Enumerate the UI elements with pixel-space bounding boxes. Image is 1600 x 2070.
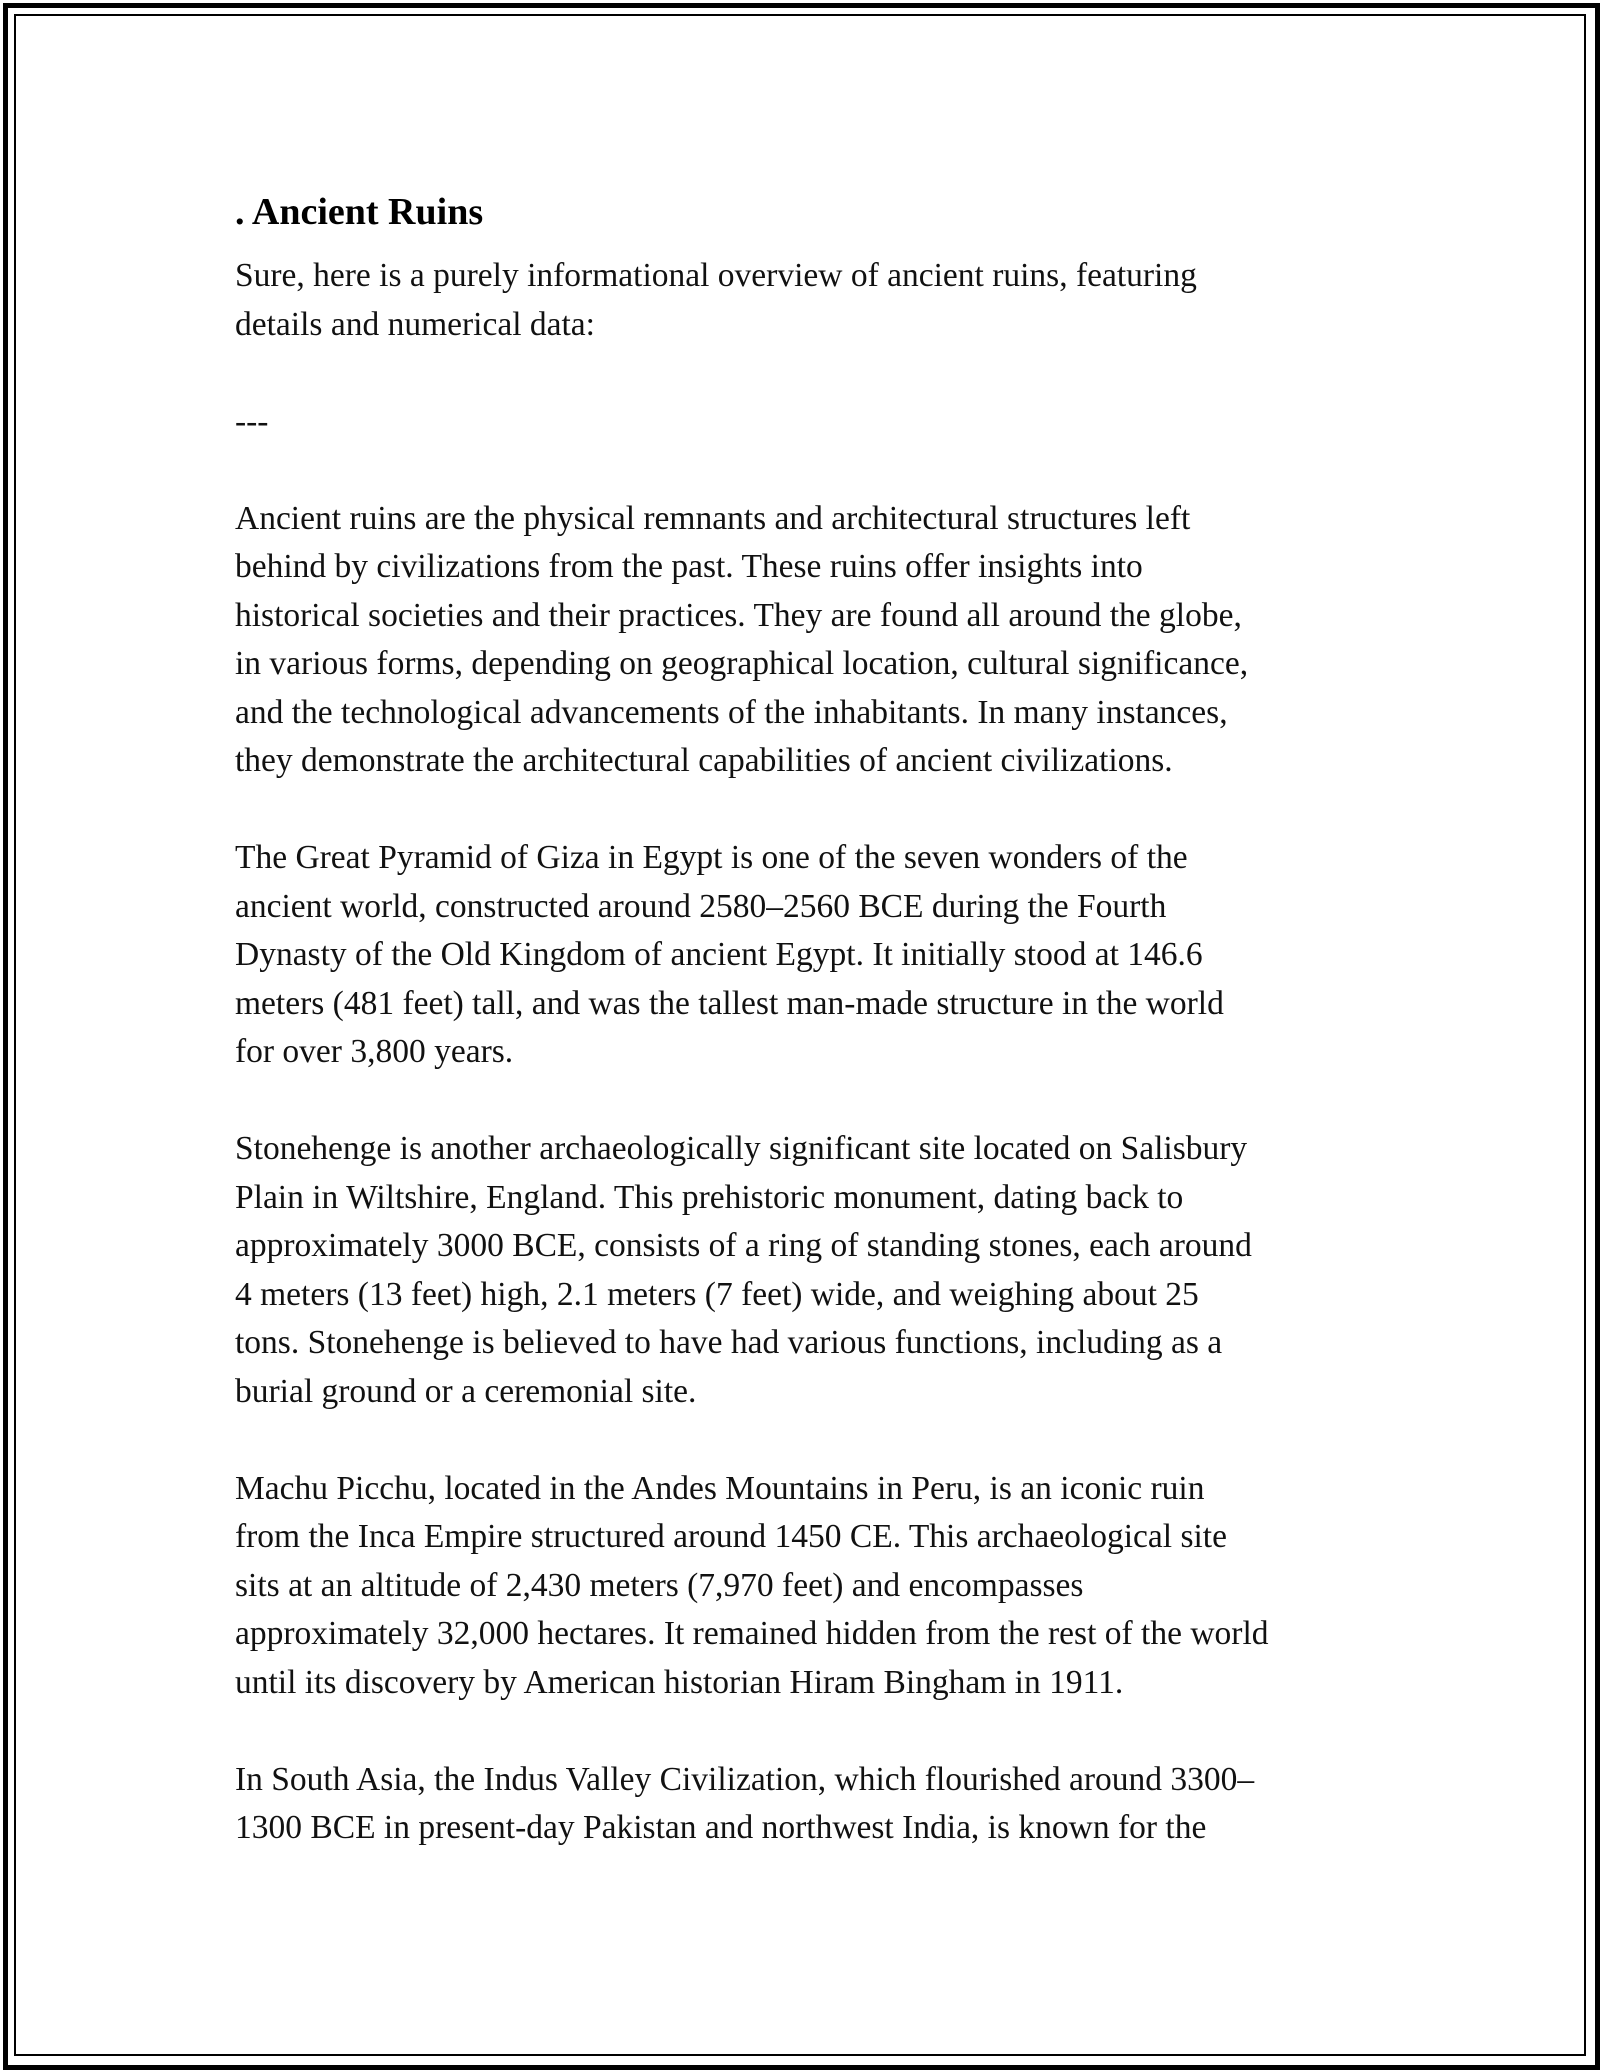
- overview-paragraph: Ancient ruins are the physical remnants and architectural structures left behind by civilizations from the past. These ruins offer insights into historical societies and their practices. They are found all around the globe, in various forms, depending on geographical location, cultural significance, and the technological advancements of the inhabitants. In many instances, they demonstrate the architectural capabilities of ancient civilizations.: [235, 499, 1249, 779]
- document-body: [235, 182, 1375, 1901]
- stonehenge-paragraph: Stonehenge is another archaeologically significant site located on Salisbury Plain in Wiltshire, England. This prehistoric monument, dating back to approximately 3000 BCE, consists of a ring of standing stones, each around 4 meters (13 feet) high, 2.1 meters (7 feet) wide, and weighing about 25 tons. Stonehenge is believed to have had various functions, including as a burial ground or a ceremonial site.: [235, 1130, 1252, 1410]
- indus-valley-paragraph: In South Asia, the Indus Valley Civilization, which flourished around 3300– 1300 BCE in present-day Pakistan and northwest India, is known for the: [235, 1760, 1255, 1846]
- giza-paragraph: The Great Pyramid of Giza in Egypt is one of the seven wonders of the ancient world, constructed around 2580–2560 BCE during the Fourth Dynasty of the Old Kingdom of ancient Egypt. It initially stood at 146.6 meters (481 feet) tall, and was the tallest man-made structure in the world for over 3,800 years.: [235, 839, 1224, 1070]
- separator-text: ---: [235, 402, 269, 440]
- machu-picchu-paragraph: Machu Picchu, located in the Andes Mountains in Peru, is an iconic ruin from the Inca Empire structured around 1450 CE. This archaeological site sits at an altitude of 2,430 meters (7,970 feet) and encompasses approximately 32,000 hectares. It remained hidden from the rest of the world until its discovery by American historian Hiram Bingham in 1911.: [235, 1469, 1269, 1701]
- document-title: . Ancient Ruins: [235, 191, 484, 233]
- intro-paragraph: Sure, here is a purely informational overview of ancient ruins, featuring details and numerical data:: [235, 257, 1197, 343]
